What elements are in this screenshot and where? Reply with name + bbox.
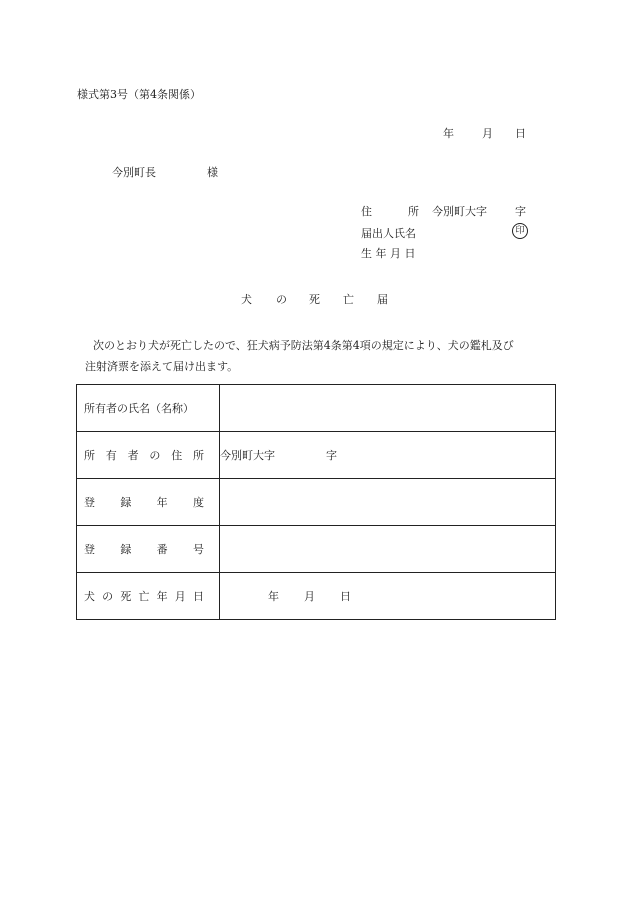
death-date-year: 年 [268, 589, 279, 603]
registration-year-label [77, 479, 220, 526]
death-date-label [77, 573, 220, 620]
label-char: 登 [84, 496, 95, 509]
label-char: の [102, 590, 114, 603]
date-month-label: 月 [482, 127, 493, 140]
title-char: 死 [309, 293, 320, 306]
title-char: の [276, 293, 287, 306]
label-char: 住 [171, 449, 183, 462]
owner-name-field[interactable] [220, 385, 556, 432]
label-char: 月 [174, 590, 186, 603]
label-char: の [149, 449, 161, 462]
notification-table [76, 384, 556, 620]
table-row [77, 573, 556, 620]
owner-address-suffix: 字 [326, 448, 337, 462]
label-char: 年 [156, 590, 168, 603]
applicant-name-label: 届出人氏名 [361, 227, 416, 240]
death-date-day: 日 [340, 589, 351, 603]
label-char: 録 [120, 543, 132, 556]
applicant-birthdate-label: 生 年 月 日 [361, 247, 416, 260]
title-char: 犬 [241, 293, 252, 306]
label-char: 犬 [84, 590, 95, 603]
label-char: 所 [84, 449, 95, 462]
title-char: 届 [377, 293, 388, 306]
death-date-month: 月 [304, 589, 315, 603]
label-char: 登 [84, 543, 95, 556]
owner-address-field[interactable] [220, 432, 556, 479]
applicant-address-prefix: 今別町大字 [432, 205, 487, 218]
label-char: 号 [192, 543, 204, 556]
label-char: 番 [156, 543, 168, 556]
label-char: 亡 [138, 590, 150, 603]
addressee-honorific: 様 [207, 166, 218, 179]
applicant-address-label-1: 住 [361, 205, 372, 218]
applicant-address-label-2: 所 [408, 205, 419, 218]
label-char: 死 [120, 590, 132, 603]
applicant-address-suffix: 字 [515, 205, 526, 218]
body-line-1: 次のとおり犬が死亡したので、狂犬病予防法第4条第4項の規定により、犬の鑑札及び [93, 339, 514, 352]
registration-number-field[interactable] [220, 526, 556, 573]
owner-name-label-text: 所有者の氏名（名称） [84, 402, 194, 415]
owner-name-label [77, 385, 220, 432]
seal-mark: 印 [512, 223, 528, 239]
body-text [78, 335, 558, 377]
addressee: 今別町長 [112, 166, 156, 179]
owner-address-prefix: 今別町大字 [220, 448, 275, 462]
table-row [77, 479, 556, 526]
label-char: 所 [192, 449, 204, 462]
date-day-label: 日 [515, 127, 526, 140]
label-char: 録 [120, 496, 132, 509]
label-char: 日 [192, 590, 204, 603]
table-row [77, 432, 556, 479]
title-char: 亡 [343, 293, 354, 306]
body-line-2: 注射済票を添えて届け出ます。 [85, 360, 239, 373]
table-row [77, 385, 556, 432]
registration-number-label [77, 526, 220, 573]
label-char: 度 [192, 496, 204, 509]
label-char: 有 [105, 449, 117, 462]
label-char: 者 [127, 449, 139, 462]
death-date-field[interactable] [220, 573, 556, 620]
label-char: 年 [156, 496, 168, 509]
table-row [77, 526, 556, 573]
form-number: 様式第3号（第4条関係） [77, 88, 201, 101]
date-year-label: 年 [443, 127, 454, 140]
owner-address-label [77, 432, 220, 479]
registration-year-field[interactable] [220, 479, 556, 526]
